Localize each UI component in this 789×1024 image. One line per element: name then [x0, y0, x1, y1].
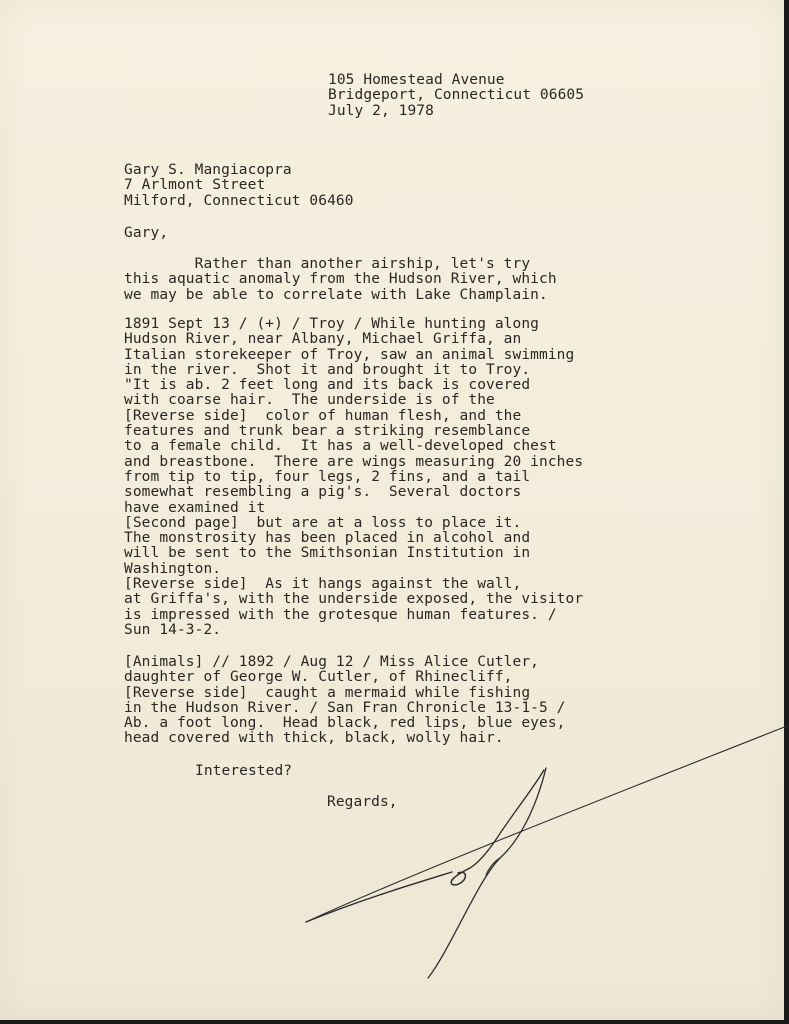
recipient-city: Milford, Connecticut 06460	[124, 192, 354, 209]
paragraph-troy-1891: 1891 Sept 13 / (+) / Troy / While hunting along Hudson River, near Albany, Michael Griffa, an Italian storekeeper of Troy, saw an animal swimming in the river. Shot it and brought it to Troy. "It is ab. 2 feet long and its back is covered with coarse hair. The underside is of the [Reverse side] color of human flesh, and the features and trunk bear a striking resemblance to a female child. It has a well-developed chest and breastbone. There are wings measuring 20 inches from tip to tip, four legs, 2 fins, and a tail somewhat resembling a pig's. Several doctors have examined it [Second page] but are at a loss to place it. The monstrosity has been placed in alcohol and will be sent to the Smithsonian Institution in Washington. [Reverse side] As it hangs against the wall, at Griffa's, with the underside exposed, the visitor is impressed with the grotesque human features. / Sun 14-3-2.	[124, 316, 584, 638]
paragraph-intro: Rather than another airship, let's try this aquatic anomaly from the Hudson River, which we may be able to correlate with Lake Champlain.	[124, 256, 557, 303]
sender-address	[328, 73, 584, 119]
salutation: Gary,	[124, 225, 169, 241]
recipient-address	[124, 163, 354, 209]
recipient-name: Gary S. Mangiacopra	[124, 162, 292, 178]
letter-date: July 2, 1978	[328, 102, 434, 119]
closing: Regards,	[327, 794, 398, 810]
closing-question: Interested?	[195, 763, 293, 779]
recipient-street: 7 Arlmont Street	[124, 177, 266, 194]
paragraph-cutler-1892: [Animals] // 1892 / Aug 12 / Miss Alice Cutler, daughter of George W. Cutler, of Rhinecliff, [Reverse side] caught a mermaid while fishing in the Hudson River. / San Fran Chronicle 13-1-5 / Ab. a foot long. Head black, red lips, blue eyes, head covered with thick, black, wolly hair.	[124, 654, 566, 747]
sender-street: 105 Homestead Avenue	[328, 72, 505, 88]
sender-city: Bridgeport, Connecticut 06605	[328, 87, 585, 104]
